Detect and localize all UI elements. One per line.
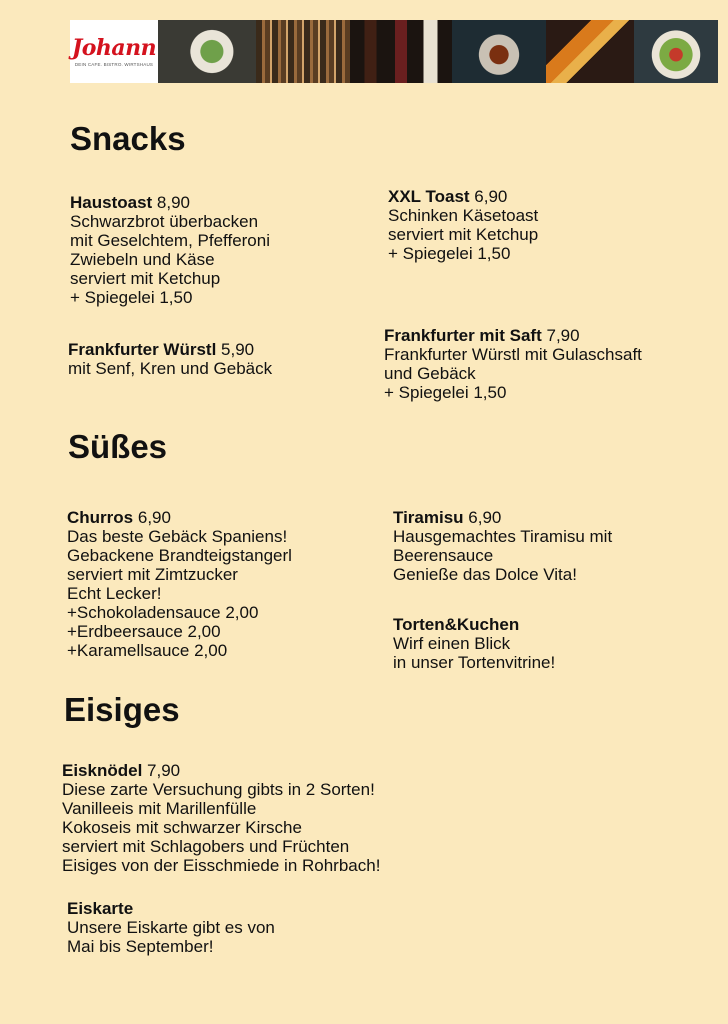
item-price: 6,90 <box>468 508 502 527</box>
item-name: XXL Toast <box>388 187 470 206</box>
photo-wine-bottles <box>350 20 452 83</box>
item-description-line: serviert mit Schlagobers und Früchten <box>62 837 350 856</box>
item-name: Haustoast <box>70 193 153 212</box>
header-banner <box>70 20 718 83</box>
item-name: Frankfurter mit Saft <box>384 326 542 345</box>
menu-item-frankfurter-mit-saft <box>384 326 642 402</box>
item-description-line: Vanilleeis mit Marillenfülle <box>62 799 257 818</box>
item-name: Tiramisu <box>393 508 464 527</box>
item-extra-line: + Spiegelei 1,50 <box>388 244 511 263</box>
item-extra-line: + Spiegelei 1,50 <box>70 288 193 307</box>
item-description-line: Frankfurter Würstl mit Gulaschsaft <box>384 345 642 364</box>
menu-item-churros <box>67 508 292 660</box>
item-description-line: Unsere Eiskarte gibt es von <box>67 918 275 937</box>
item-price: 8,90 <box>156 193 191 212</box>
item-description-line: mit Senf, Kren und Gebäck <box>68 359 273 378</box>
item-price: 6,90 <box>474 187 508 206</box>
menu-item-xxl-toast <box>388 187 538 263</box>
photo-plated-salad <box>634 20 718 83</box>
menu-item-frankfurter-wuerstl <box>68 340 272 378</box>
item-name: Eisknödel <box>62 761 143 780</box>
menu-item-haustoast <box>70 193 270 307</box>
item-description-line: Schinken Käsetoast <box>388 206 539 225</box>
item-price: 7,90 <box>147 761 181 780</box>
item-description-line: serviert mit Zimtzucker <box>67 565 238 584</box>
item-extra-line: +Karamellsauce 2,00 <box>67 641 228 660</box>
section-title-eisiges: Eisiges <box>64 691 180 728</box>
item-description-line: serviert mit Ketchup <box>70 269 221 288</box>
item-description-line: und Gebäck <box>384 364 476 383</box>
item-description-line: Schwarzbrot überbacken <box>70 212 259 231</box>
item-description-line: Echt Lecker! <box>67 584 162 603</box>
item-price: 7,90 <box>546 326 580 345</box>
item-description-line: Wirf einen Blick <box>393 634 511 653</box>
section-title-suesses: Süßes <box>68 428 168 465</box>
item-description-line: Zwiebeln und Käse <box>70 250 215 269</box>
item-name: Eiskarte <box>67 899 134 918</box>
item-description-line: Gebackene Brandteigstangerl <box>67 546 292 565</box>
menu-item-eisknoedel <box>62 761 380 875</box>
item-description-line: Diese zarte Versuchung gibts in 2 Sorten! <box>62 780 375 799</box>
photo-bar-drinks <box>546 20 634 83</box>
photo-bistro-interior <box>256 20 350 83</box>
menu-item-eiskarte <box>67 899 275 956</box>
item-description-line: in unser Tortenvitrine! <box>393 653 556 672</box>
item-price: 6,90 <box>137 508 171 527</box>
item-name: Churros <box>67 508 134 527</box>
item-description-line: serviert mit Ketchup <box>388 225 539 244</box>
item-description-line: Kokoseis mit schwarzer Kirsche <box>62 818 302 837</box>
johann-logo <box>70 20 158 83</box>
photo-meat-dish <box>452 20 546 83</box>
item-description-line: Beerensauce <box>393 546 494 565</box>
item-description-line: Genieße das Dolce Vita! <box>393 565 577 584</box>
item-description-line: Hausgemachtes Tiramisu mit <box>393 527 613 546</box>
menu-item-torten-kuchen <box>393 615 555 672</box>
item-name: Torten&Kuchen <box>393 615 520 634</box>
item-description-line: Mai bis September! <box>67 937 214 956</box>
item-extra-line: + Spiegelei 1,50 <box>384 383 507 402</box>
menu-item-tiramisu <box>393 508 612 584</box>
item-description-line: Das beste Gebäck Spaniens! <box>67 527 288 546</box>
item-price: 5,90 <box>221 340 255 359</box>
item-extra-line: +Schokoladensauce 2,00 <box>67 603 259 622</box>
item-extra-line: +Erdbeersauce 2,00 <box>67 622 221 641</box>
logo-wordmark: Johann <box>71 35 157 61</box>
item-name: Frankfurter Würstl <box>68 340 217 359</box>
logo-tagline: DEIN CAFE. BISTRO. WIRTSHAUS <box>74 62 154 67</box>
item-description-line: Eisiges von der Eisschmiede in Rohrbach! <box>62 856 381 875</box>
section-title-snacks: Snacks <box>70 120 186 157</box>
item-description-line: mit Geselchtem, Pfefferoni <box>70 231 270 250</box>
photo-salad-bowl <box>158 20 256 83</box>
